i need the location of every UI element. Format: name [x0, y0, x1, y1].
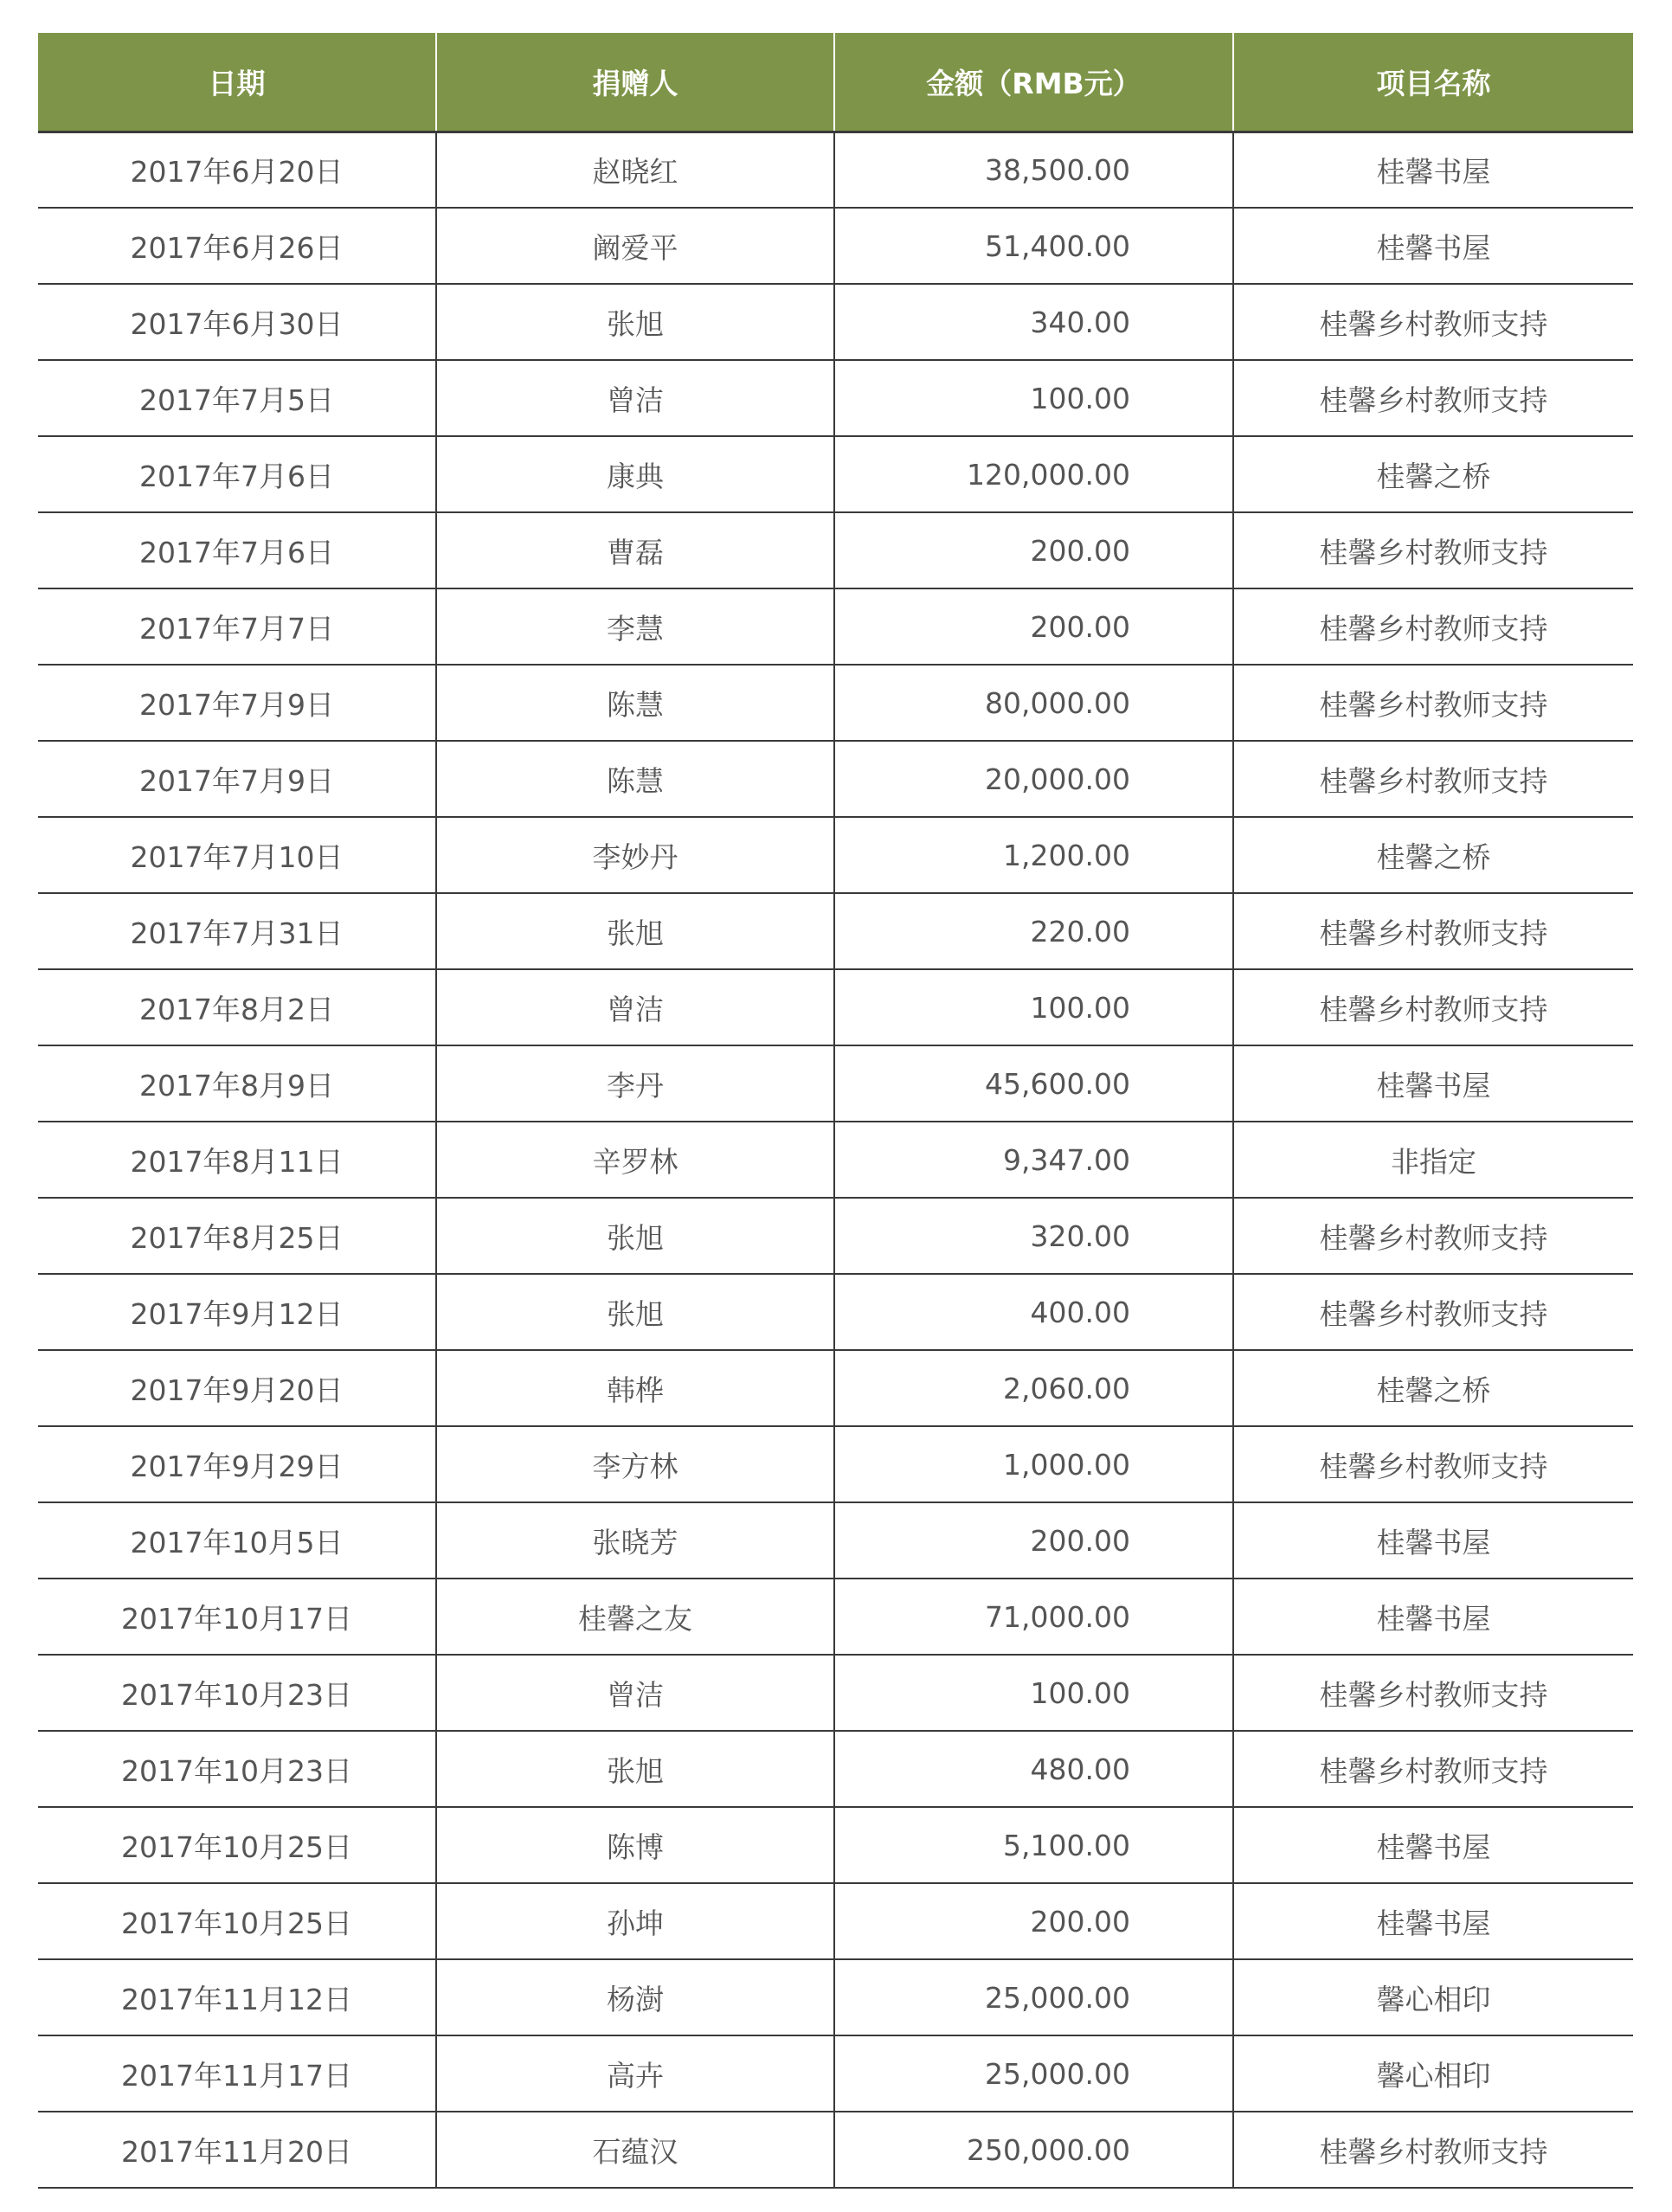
cell-donor: 石蕴汉	[436, 2112, 834, 2188]
cell-amount: 38,500.00	[834, 132, 1233, 208]
table-row	[38, 132, 1633, 208]
header-project: 项目名称	[1233, 33, 1633, 132]
cell-donor: 李妙丹	[436, 817, 834, 893]
table-row	[38, 1959, 1633, 2035]
cell-amount: 340.00	[834, 284, 1233, 360]
cell-donor: 张旭	[436, 1274, 834, 1350]
cell-amount: 20,000.00	[834, 741, 1233, 817]
cell-project: 桂馨乡村教师支持	[1233, 1731, 1633, 1807]
cell-date: 2017年9月20日	[38, 1350, 436, 1426]
table-row	[38, 817, 1633, 893]
cell-project: 桂馨乡村教师支持	[1233, 1426, 1633, 1502]
cell-donor: 韩桦	[436, 1350, 834, 1426]
table-row	[38, 1350, 1633, 1426]
cell-donor: 张旭	[436, 1731, 834, 1807]
cell-project: 桂馨乡村教师支持	[1233, 665, 1633, 741]
cell-amount: 100.00	[834, 360, 1233, 436]
cell-date: 2017年10月25日	[38, 1807, 436, 1883]
cell-amount: 45,600.00	[834, 1045, 1233, 1122]
cell-date: 2017年6月20日	[38, 132, 436, 208]
header-row	[38, 33, 1633, 132]
cell-project: 桂馨乡村教师支持	[1233, 588, 1633, 665]
cell-date: 2017年11月12日	[38, 1959, 436, 2035]
donation-table	[38, 33, 1633, 2189]
cell-project: 桂馨书屋	[1233, 208, 1633, 284]
cell-amount: 400.00	[834, 1274, 1233, 1350]
cell-donor: 陈博	[436, 1807, 834, 1883]
cell-project: 桂馨之桥	[1233, 436, 1633, 512]
cell-donor: 张晓芳	[436, 1502, 834, 1579]
cell-donor: 李方林	[436, 1426, 834, 1502]
table-row	[38, 741, 1633, 817]
cell-donor: 曾洁	[436, 969, 834, 1045]
cell-date: 2017年7月9日	[38, 741, 436, 817]
cell-project: 桂馨乡村教师支持	[1233, 284, 1633, 360]
donation-table-container	[38, 33, 1633, 2189]
cell-donor: 孙坤	[436, 1883, 834, 1959]
cell-donor: 康典	[436, 436, 834, 512]
cell-date: 2017年10月17日	[38, 1579, 436, 1655]
cell-donor: 陈慧	[436, 665, 834, 741]
cell-project: 桂馨书屋	[1233, 1807, 1633, 1883]
cell-amount: 51,400.00	[834, 208, 1233, 284]
cell-project: 桂馨乡村教师支持	[1233, 2112, 1633, 2188]
cell-project: 桂馨乡村教师支持	[1233, 512, 1633, 588]
cell-donor: 李慧	[436, 588, 834, 665]
cell-project: 非指定	[1233, 1122, 1633, 1198]
cell-date: 2017年7月10日	[38, 817, 436, 893]
cell-amount: 320.00	[834, 1198, 1233, 1274]
cell-amount: 80,000.00	[834, 665, 1233, 741]
cell-date: 2017年7月6日	[38, 512, 436, 588]
cell-amount: 100.00	[834, 1655, 1233, 1731]
cell-amount: 200.00	[834, 1883, 1233, 1959]
cell-project: 桂馨之桥	[1233, 817, 1633, 893]
cell-amount: 120,000.00	[834, 436, 1233, 512]
cell-donor: 张旭	[436, 1198, 834, 1274]
cell-date: 2017年10月5日	[38, 1502, 436, 1579]
cell-project: 桂馨书屋	[1233, 1579, 1633, 1655]
cell-project: 桂馨乡村教师支持	[1233, 969, 1633, 1045]
table-row	[38, 1426, 1633, 1502]
cell-project: 桂馨乡村教师支持	[1233, 1655, 1633, 1731]
cell-amount: 25,000.00	[834, 1959, 1233, 2035]
cell-amount: 2,060.00	[834, 1350, 1233, 1426]
cell-date: 2017年10月23日	[38, 1731, 436, 1807]
cell-donor: 曾洁	[436, 1655, 834, 1731]
cell-amount: 200.00	[834, 1502, 1233, 1579]
cell-date: 2017年10月23日	[38, 1655, 436, 1731]
table-row	[38, 1655, 1633, 1731]
cell-date: 2017年9月29日	[38, 1426, 436, 1502]
cell-project: 桂馨书屋	[1233, 1502, 1633, 1579]
cell-donor: 桂馨之友	[436, 1579, 834, 1655]
cell-amount: 1,200.00	[834, 817, 1233, 893]
cell-donor: 杨澍	[436, 1959, 834, 2035]
cell-amount: 1,000.00	[834, 1426, 1233, 1502]
cell-date: 2017年8月11日	[38, 1122, 436, 1198]
table-row	[38, 893, 1633, 969]
table-row	[38, 588, 1633, 665]
table-body	[38, 132, 1633, 2188]
cell-date: 2017年11月20日	[38, 2112, 436, 2188]
cell-amount: 480.00	[834, 1731, 1233, 1807]
cell-date: 2017年8月25日	[38, 1198, 436, 1274]
cell-amount: 100.00	[834, 969, 1233, 1045]
cell-amount: 220.00	[834, 893, 1233, 969]
cell-donor: 赵晓红	[436, 132, 834, 208]
table-row	[38, 969, 1633, 1045]
table-row	[38, 2035, 1633, 2112]
header-amount: 金额（RMB元）	[834, 33, 1233, 132]
cell-project: 桂馨乡村教师支持	[1233, 893, 1633, 969]
cell-project: 馨心相印	[1233, 2035, 1633, 2112]
cell-date: 2017年8月9日	[38, 1045, 436, 1122]
cell-amount: 9,347.00	[834, 1122, 1233, 1198]
table-row	[38, 1731, 1633, 1807]
cell-date: 2017年9月12日	[38, 1274, 436, 1350]
cell-amount: 200.00	[834, 512, 1233, 588]
cell-project: 桂馨书屋	[1233, 1883, 1633, 1959]
table-row	[38, 208, 1633, 284]
table-row	[38, 1579, 1633, 1655]
table-row	[38, 1198, 1633, 1274]
cell-date: 2017年7月9日	[38, 665, 436, 741]
cell-donor: 辛罗林	[436, 1122, 834, 1198]
table-row	[38, 360, 1633, 436]
cell-donor: 曹磊	[436, 512, 834, 588]
cell-project: 桂馨乡村教师支持	[1233, 1274, 1633, 1350]
table-row	[38, 665, 1633, 741]
cell-project: 桂馨之桥	[1233, 1350, 1633, 1426]
cell-date: 2017年10月25日	[38, 1883, 436, 1959]
cell-project: 桂馨书屋	[1233, 132, 1633, 208]
table-row	[38, 1122, 1633, 1198]
cell-date: 2017年11月17日	[38, 2035, 436, 2112]
cell-amount: 5,100.00	[834, 1807, 1233, 1883]
table-row	[38, 1502, 1633, 1579]
cell-amount: 25,000.00	[834, 2035, 1233, 2112]
cell-donor: 陈慧	[436, 741, 834, 817]
table-row	[38, 1274, 1633, 1350]
header-date: 日期	[38, 33, 436, 132]
cell-amount: 250,000.00	[834, 2112, 1233, 2188]
cell-donor: 曾洁	[436, 360, 834, 436]
table-row	[38, 512, 1633, 588]
cell-project: 桂馨乡村教师支持	[1233, 360, 1633, 436]
cell-date: 2017年7月31日	[38, 893, 436, 969]
table-row	[38, 1807, 1633, 1883]
header-donor: 捐赠人	[436, 33, 834, 132]
cell-donor: 阚爱平	[436, 208, 834, 284]
cell-project: 馨心相印	[1233, 1959, 1633, 2035]
table-row	[38, 1045, 1633, 1122]
cell-amount: 200.00	[834, 588, 1233, 665]
cell-project: 桂馨书屋	[1233, 1045, 1633, 1122]
cell-date: 2017年8月2日	[38, 969, 436, 1045]
cell-date: 2017年7月5日	[38, 360, 436, 436]
cell-donor: 张旭	[436, 284, 834, 360]
table-row	[38, 1883, 1633, 1959]
cell-donor: 高卉	[436, 2035, 834, 2112]
cell-donor: 张旭	[436, 893, 834, 969]
cell-donor: 李丹	[436, 1045, 834, 1122]
cell-date: 2017年7月7日	[38, 588, 436, 665]
cell-date: 2017年6月26日	[38, 208, 436, 284]
cell-project: 桂馨乡村教师支持	[1233, 741, 1633, 817]
cell-date: 2017年6月30日	[38, 284, 436, 360]
table-row	[38, 284, 1633, 360]
cell-date: 2017年7月6日	[38, 436, 436, 512]
cell-amount: 71,000.00	[834, 1579, 1233, 1655]
table-row	[38, 2112, 1633, 2188]
table-header	[38, 33, 1633, 132]
cell-project: 桂馨乡村教师支持	[1233, 1198, 1633, 1274]
table-row	[38, 436, 1633, 512]
